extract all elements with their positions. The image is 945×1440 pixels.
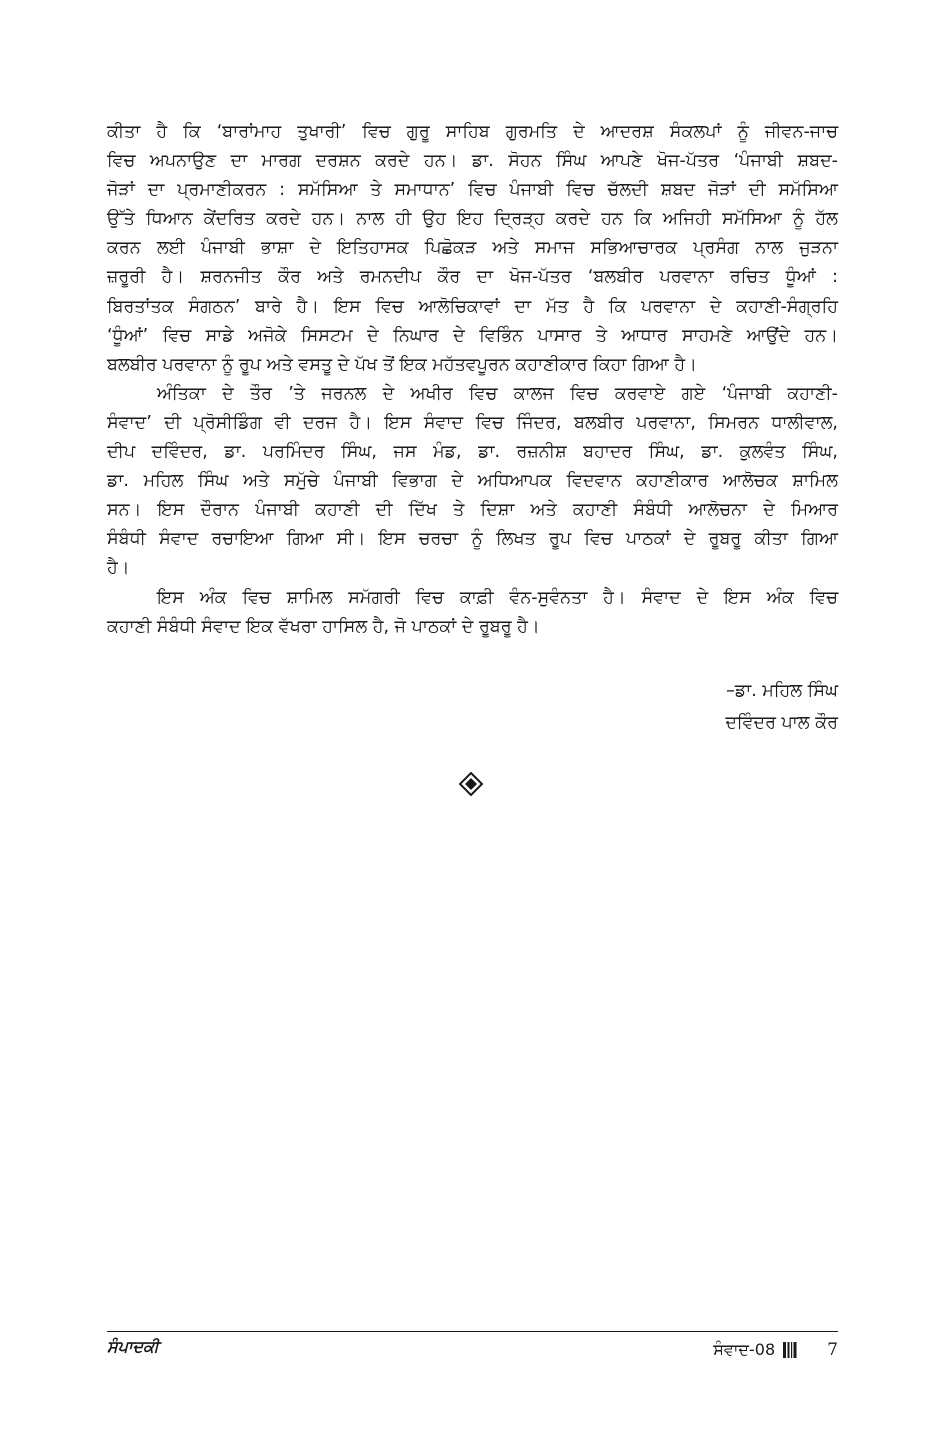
- text-line: ਦੀਪ ਦਵਿੰਦਰ, ਡਾ. ਪਰਮਿੰਦਰ ਸਿੰਘ, ਜਸ ਮੰਡ, ਡਾ. ਰਜ਼ਨੀਸ਼ ਬਹਾਦਰ ਸਿੰਘ, ਡਾ. ਕੁਲਵੰਤ ਸਿੰਘ,: [107, 442, 838, 463]
- signature-editor-1: –ਡਾ. ਮਹਿਲ ਸਿੰਘ: [726, 681, 838, 701]
- body-text: [107, 118, 838, 642]
- diamond-ornament-icon: [459, 772, 483, 796]
- signature-block: [725, 675, 838, 739]
- paragraph-2: [107, 380, 838, 584]
- text-line: ਅੰਤਿਕਾ ਦੇ ਤੌਰ ’ਤੇ ਜਰਨਲ ਦੇ ਅਖੀਰ ਵਿਚ ਕਾਲਜ ਵਿਚ ਕਰਵਾਏ ਗਏ ‘ਪੰਜਾਬੀ ਕਹਾਣੀ-: [157, 383, 838, 404]
- text-line: ਬਲਬੀਰ ਪਰਵਾਨਾ ਨੂੰ ਰੂਪ ਅਤੇ ਵਸਤੂ ਦੇ ਪੱਖ ਤੋਂ ਇਕ ਮਹੱਤਵਪੂਰਨ ਕਹਾਣੀਕਾਰ ਕਿਹਾ ਗਿਆ ਹੈ।: [107, 354, 697, 375]
- text-line: ਕੀਤਾ ਹੈ ਕਿ ‘ਬਾਰਾਂਮਾਹ ਤੁਖਾਰੀ’ ਵਿਚ ਗੁਰੂ ਸਾਹਿਬ ਗੁਰਮਤਿ ਦੇ ਆਦਰਸ਼ ਸੰਕਲਪਾਂ ਨੂੰ ਜੀਵਨ-ਜਾਚ: [107, 122, 838, 142]
- text-line: ਸੰਬੰਧੀ ਸੰਵਾਦ ਰਚਾਇਆ ਗਿਆ ਸੀ। ਇਸ ਚਰਚਾ ਨੂੰ ਲਿਖਤ ਰੂਪ ਵਿਚ ਪਾਠਕਾਂ ਦੇ ਰੂਬਰੂ ਕੀਤਾ ਗਿਆ: [107, 529, 838, 550]
- text-line: ਇਸ ਅੰਕ ਵਿਚ ਸ਼ਾਮਿਲ ਸਮੱਗਰੀ ਵਿਚ ਕਾਫ਼ੀ ਵੰਨ-ਸੁਵੰਨਤਾ ਹੈ। ਸੰਵਾਦ ਦੇ ਇਸ ਅੰਕ ਵਿਚ: [157, 587, 838, 608]
- text-line: ਵਿਚ ਅਪਨਾਉਣ ਦਾ ਮਾਰਗ ਦਰਸ਼ਨ ਕਰਦੇ ਹਨ। ਡਾ. ਸੋਹਨ ਸਿੰਘ ਆਪਣੇ ਖੋਜ-ਪੱਤਰ ‘ਪੰਜਾਬੀ ਸ਼ਬਦ-: [107, 151, 838, 172]
- text-line: ਡਾ. ਮਹਿਲ ਸਿੰਘ ਅਤੇ ਸਮੁੱਚੇ ਪੰਜਾਬੀ ਵਿਭਾਗ ਦੇ ਅਧਿਆਪਕ ਵਿਦਵਾਨ ਕਹਾਣੀਕਾਰ ਆਲੋਚਕ ਸ਼ਾਮਿਲ: [107, 471, 838, 492]
- text-line: ਹੈ।: [107, 558, 130, 579]
- text-line: ਸਨ। ਇਸ ਦੌਰਾਨ ਪੰਜਾਬੀ ਕਹਾਣੀ ਦੀ ਦਿੱਖ ਤੇ ਦਿਸ਼ਾ ਅਤੇ ਕਹਾਣੀ ਸੰਬੰਧੀ ਆਲੋਚਨਾ ਦੇ ਮਿਆਰ: [107, 500, 838, 521]
- vertical-bars-icon: [783, 1342, 797, 1358]
- text-line: ਸੰਵਾਦ’ ਦੀ ਪ੍ਰੋਸੀਡਿੰਗ ਵੀ ਦਰਜ ਹੈ। ਇਸ ਸੰਵਾਦ ਵਿਚ ਜਿੰਦਰ, ਬਲਬੀਰ ਪਰਵਾਨਾ, ਸਿਮਰਨ ਧਾਲੀਵਾਲ,: [107, 412, 838, 433]
- paragraph-1: [107, 118, 838, 380]
- text-line: ਜੋੜਾਂ ਦਾ ਪ੍ਰਮਾਣੀਕਰਨ : ਸਮੱਸਿਆ ਤੇ ਸਮਾਧਾਨ’ ਵਿਚ ਪੰਜਾਬੀ ਵਿਚ ਚੱਲਦੀ ਸ਼ਬਦ ਜੋੜਾਂ ਦੀ ਸਮੱਸਿਆ: [107, 180, 838, 201]
- footer-journal-info: [713, 1340, 838, 1360]
- text-line: ਕਹਾਣੀ ਸੰਬੰਧੀ ਸੰਵਾਦ ਇਕ ਵੱਖਰਾ ਹਾਸਿਲ ਹੈ, ਜੋ ਪਾਠਕਾਂ ਦੇ ਰੂਬਰੂ ਹੈ।: [107, 616, 540, 637]
- page-number: 7: [827, 1340, 838, 1360]
- paragraph-3: [107, 584, 838, 642]
- signature-editor-2: ਦਵਿੰਦਰ ਪਾਲ ਕੌਰ: [725, 713, 838, 733]
- text-line: ਜ਼ਰੂਰੀ ਹੈ। ਸ਼ਰਨਜੀਤ ਕੌਰ ਅਤੇ ਰਮਨਦੀਪ ਕੌਰ ਦਾ ਖੋਜ-ਪੱਤਰ ‘ਬਲਬੀਰ ਪਰਵਾਨਾ ਰਚਿਤ ਧੂੰਆਂ :: [107, 267, 838, 288]
- footer-section-title: ਸੰਪਾਦਕੀ: [107, 1337, 159, 1356]
- text-line: ਕਰਨ ਲਈ ਪੰਜਾਬੀ ਭਾਸ਼ਾ ਦੇ ਇਤਿਹਾਸਕ ਪਿਛੋਕੜ ਅਤੇ ਸਮਾਜ ਸਭਿਆਚਾਰਕ ਪ੍ਰਸੰਗ ਨਾਲ ਜੁੜਨਾ: [107, 238, 838, 259]
- text-line: ਬਿਰਤਾਂਤਕ ਸੰਗਠਨ’ ਬਾਰੇ ਹੈ। ਇਸ ਵਿਚ ਆਲੋਚਿਕਾਵਾਂ ਦਾ ਮੱਤ ਹੈ ਕਿ ਪਰਵਾਨਾ ਦੇ ਕਹਾਣੀ-ਸੰਗ੍ਰਹਿ: [107, 296, 838, 317]
- footer-journal-name: ਸੰਵਾਦ-08: [713, 1340, 776, 1359]
- text-line: ਉੱਤੇ ਧਿਆਨ ਕੇਂਦਰਿਤ ਕਰਦੇ ਹਨ। ਨਾਲ ਹੀ ਉਹ ਇਹ ਦ੍ਰਿੜ੍ਹ ਕਰਦੇ ਹਨ ਕਿ ਅਜਿਹੀ ਸਮੱਸਿਆ ਨੂੰ ਹੱਲ: [107, 209, 838, 230]
- text-line: ‘ਧੂੰਆਂ’ ਵਿਚ ਸਾਡੇ ਅਜੋਕੇ ਸਿਸਟਮ ਦੇ ਨਿਘਾਰ ਦੇ ਵਿਭਿੰਨ ਪਾਸਾਰ ਤੇ ਆਧਾਰ ਸਾਹਮਣੇ ਆਉਂਦੇ ਹਨ।: [107, 325, 838, 346]
- footer-divider: [107, 1331, 838, 1332]
